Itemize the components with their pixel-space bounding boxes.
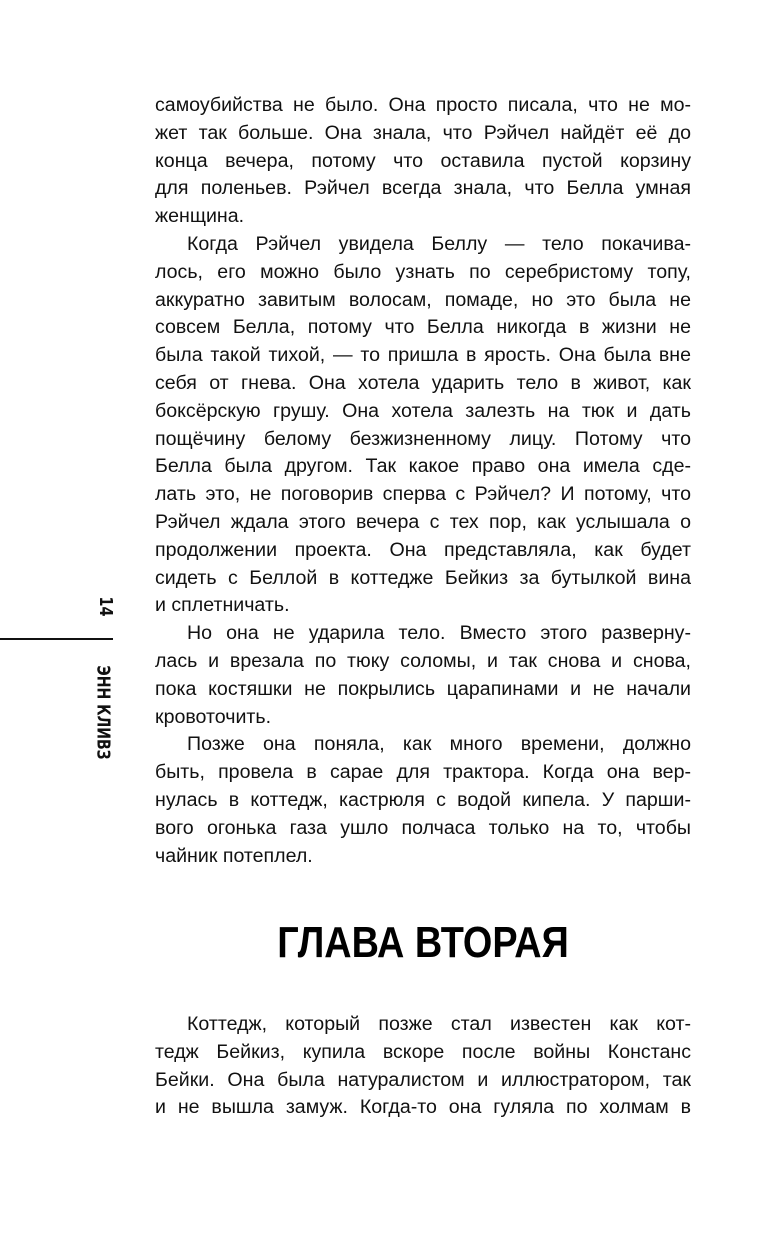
- text-line: боксёрскую грушу. Она хотела залезть на тюк и дать: [155, 399, 691, 422]
- running-head-author: ЭНН КЛИВЗ: [92, 665, 114, 760]
- text-line: для поленьев. Рэйчел всегда знала, что Белла умная: [155, 177, 691, 200]
- text-line: и сплетничать.: [155, 594, 290, 617]
- text-line: Но она не ударила тело. Вместо этого разверну-: [187, 622, 691, 645]
- text-line: лать это, не поговорив сперва с Рэйчел? И потому, что: [155, 483, 691, 506]
- text-line: пощёчину белому безжизненному лицу. Потому что: [155, 427, 691, 450]
- text-line: была такой тихой, — то пришла в ярость. Она была вне: [155, 344, 691, 367]
- text-line: конца вечера, потому что оставила пустой корзину: [155, 149, 691, 172]
- text-line: аккуратно завитым волосам, помаде, но это была не: [155, 288, 691, 311]
- text-line: пока костяшки не покрылись царапинами и не начали: [155, 677, 691, 700]
- text-line: Бейки. Она была натуралистом и иллюстратором, так: [155, 1068, 691, 1091]
- text-line: Белла была другом. Так какое право она имела сде-: [155, 455, 691, 478]
- text-line: жет так больше. Она знала, что Рэйчел найдёт её до: [155, 121, 691, 144]
- text-line: чайник потеплел.: [155, 844, 313, 867]
- text-line: тедж Бейкиз, купила вскоре после войны Констанс: [155, 1040, 691, 1063]
- page-number: 14: [95, 596, 117, 617]
- running-head-rule: [0, 638, 113, 640]
- text-line: продолжении проекта. Она представляла, как будет: [155, 538, 691, 561]
- text-line: нулась в коттедж, кастрюля с водой кипела. У парши-: [155, 788, 691, 811]
- text-line: женщина.: [155, 205, 245, 228]
- chapter-title: ГЛАВА ВТОРАЯ: [277, 918, 569, 967]
- text-line: кровоточить.: [155, 705, 272, 728]
- body-text-bottom: [155, 1011, 691, 1122]
- text-line: Коттедж, который позже стал известен как кот-: [187, 1013, 691, 1035]
- text-line: быть, провела в сарае для трактора. Когда она вер-: [155, 761, 691, 784]
- text-line: сидеть с Беллой в коттедже Бейкиз за бутылкой вина: [155, 566, 691, 589]
- text-line: и не вышла замуж. Когда-то она гуляла по холмам в: [155, 1096, 691, 1119]
- text-line: Позже она поняла, как много времени, должно: [187, 733, 691, 756]
- text-line: лось, его можно было узнать по серебристому топу,: [155, 260, 691, 283]
- text-line: вого огонька газа ушло полчаса только на то, чтобы: [155, 816, 691, 839]
- text-line: Когда Рэйчел увидела Беллу — тело покачива-: [187, 232, 691, 255]
- body-text-top: [155, 92, 691, 870]
- text-line: совсем Белла, потому что Белла никогда в жизни не: [155, 316, 691, 339]
- text-line: Рэйчел ждала этого вечера с тех пор, как услышала о: [155, 510, 691, 533]
- text-line: самоубийства не было. Она просто писала, что не мо-: [155, 94, 691, 116]
- text-line: лась и врезала по тюку соломы, и так снова и снова,: [155, 649, 691, 672]
- text-line: себя от гнева. Она хотела ударить тело в живот, как: [155, 371, 691, 394]
